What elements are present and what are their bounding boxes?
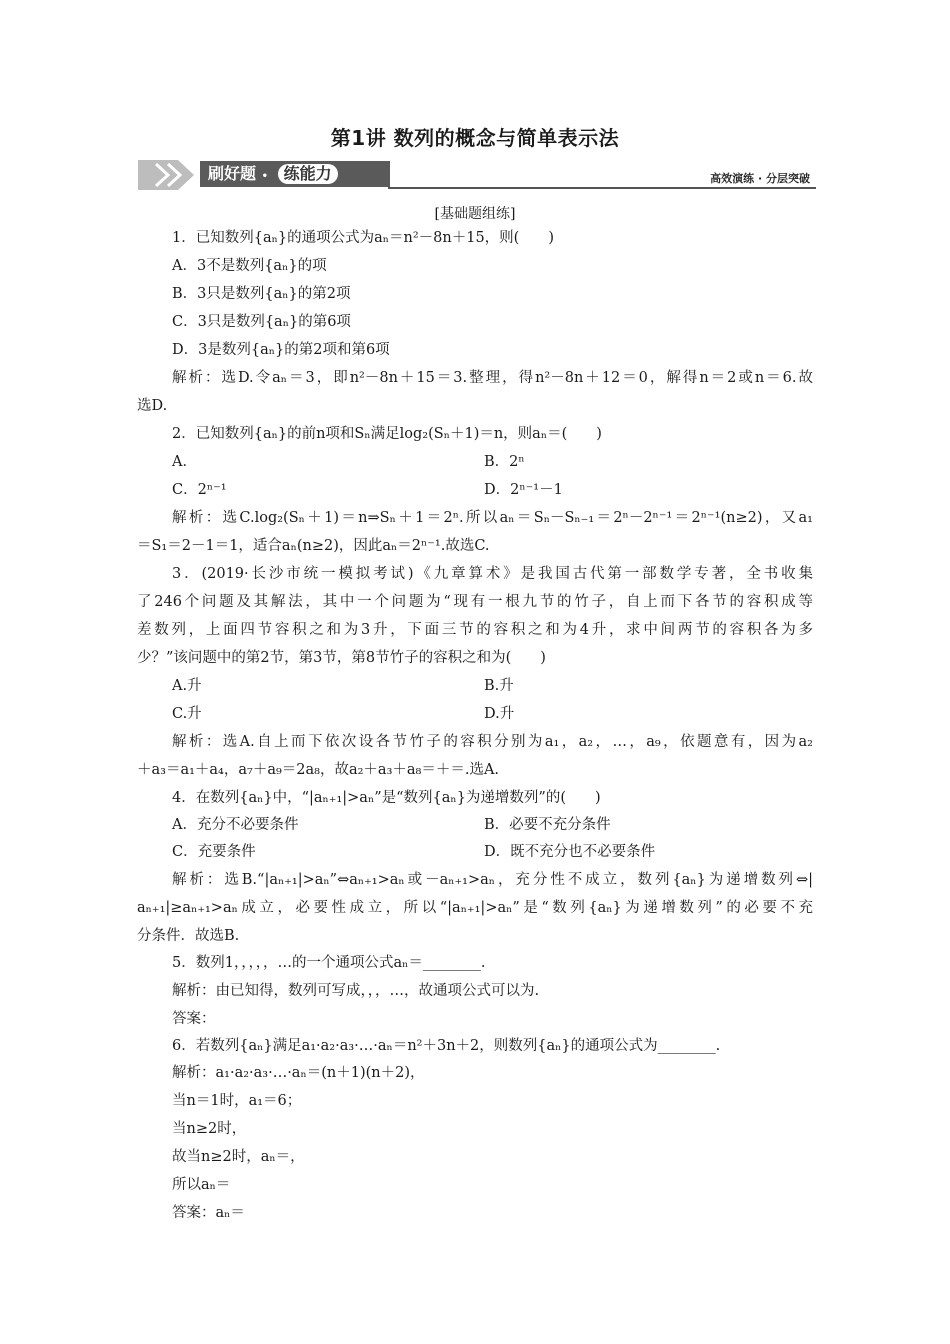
q1-option-b: B．3只是数列{aₙ}的第2项 bbox=[172, 286, 351, 302]
q3-stem-line1: 3．(2019·长沙市统一模拟考试)《九章算术》是我国古代第一部数学专著，全书收集 bbox=[172, 566, 813, 582]
q3-option-b: B.升 bbox=[484, 678, 514, 694]
q6-solution-line2: 当n＝1时，a₁＝6； bbox=[172, 1093, 302, 1109]
q2-option-b: B．2ⁿ bbox=[484, 454, 525, 470]
q6-solution-line3: 当n≥2时， bbox=[172, 1121, 247, 1137]
q6-solution-line5: 所以aₙ＝ bbox=[172, 1177, 231, 1193]
q3-stem-line2: 了246个问题及其解法，其中一个问题为“现有一根九节的竹子，自上而下各节的容积成等 bbox=[137, 594, 813, 610]
q1-solution-line2: 选D. bbox=[137, 398, 168, 414]
q4-option-b: B．必要不充分条件 bbox=[484, 817, 611, 833]
banner-rule bbox=[388, 187, 816, 189]
banner-label-b: 练能力 bbox=[278, 164, 338, 184]
q6-solution-line1: 解析：a₁·a₂·a₃·…·aₙ＝(n＋1)(n＋2)， bbox=[172, 1065, 425, 1081]
q1-solution-line1: 解析：选D.令aₙ＝3，即n²－8n＋15＝3.整理，得n²－8n＋12＝0，解得n＝2或n＝6.故 bbox=[172, 370, 813, 386]
banner-dot: • bbox=[261, 171, 268, 182]
q1-option-c: C．3只是数列{aₙ}的第6项 bbox=[172, 314, 351, 330]
q4-option-a: A．充分不必要条件 bbox=[172, 817, 299, 833]
banner-label bbox=[200, 161, 390, 187]
q2-option-a: A． bbox=[172, 454, 197, 470]
q1-option-a: A．3不是数列{aₙ}的项 bbox=[172, 258, 327, 274]
q4-stem: 4．在数列{aₙ}中，“|aₙ₊₁|>aₙ”是“数列{aₙ}为递增数列”的( ) bbox=[172, 790, 601, 806]
q4-solution-line1: 解析：选B.“|aₙ₊₁|>aₙ”⇔aₙ₊₁>aₙ或－aₙ₊₁>aₙ，充分性不成立，数列{aₙ}为递增数列⇔| bbox=[172, 872, 813, 888]
q4-option-c: C．充要条件 bbox=[172, 844, 256, 860]
q6-answer: 答案：aₙ＝ bbox=[172, 1205, 245, 1221]
q4-solution-line3: 分条件．故选B. bbox=[137, 928, 240, 944]
q4-solution-line2: aₙ₊₁|≥aₙ₊₁>aₙ成立，必要性成立，所以“|aₙ₊₁|>aₙ”是“数列{aₙ}为递增数列”的必要不充 bbox=[137, 900, 813, 916]
q6-solution-line4: 故当n≥2时，aₙ＝， bbox=[172, 1149, 305, 1165]
section-banner bbox=[138, 160, 816, 190]
q3-stem-line4: 少？”该问题中的第2节，第3节，第8节竹子的容积之和为( ) bbox=[137, 650, 546, 666]
banner-label-a: 刷好题 bbox=[208, 164, 257, 183]
q1-stem: 1．已知数列{aₙ}的通项公式为aₙ＝n²－8n＋15，则( ) bbox=[172, 230, 554, 246]
q3-solution-line2: ＋a₃＝a₁＋a₄，a₇＋a₉＝2a₈，故a₂＋a₃＋a₈＝＋＝.选A. bbox=[137, 762, 500, 778]
q3-option-c: C.升 bbox=[172, 706, 202, 722]
banner-right-text: 高效演练 · 分层突破 bbox=[710, 172, 810, 185]
q5-solution: 解析：由已知得，数列可写成，，，…，故通项公式可以为. bbox=[172, 983, 540, 999]
q3-option-d: D.升 bbox=[484, 706, 515, 722]
q3-stem-line3: 差数列，上面四节容积之和为3升，下面三节的容积之和为4升，求中间两节的容积各为多 bbox=[137, 622, 813, 638]
q2-option-d: D．2ⁿ⁻¹－1 bbox=[484, 482, 563, 498]
q2-stem: 2．已知数列{aₙ}的前n项和Sₙ满足log₂(Sₙ＋1)＝n，则aₙ＝( ) bbox=[172, 426, 602, 442]
section-heading: [基础题组练] bbox=[434, 206, 516, 222]
page-title: 第1讲 数列的概念与简单表示法 bbox=[330, 126, 620, 150]
chevron-arrows-icon bbox=[138, 160, 208, 190]
q4-option-d: D．既不充分也不必要条件 bbox=[484, 844, 656, 860]
q6-stem: 6．若数列{aₙ}满足a₁·a₂·a₃·…·aₙ＝n²＋3n＋2，则数列{aₙ}的通项公式为________. bbox=[172, 1038, 721, 1054]
q3-solution-line1: 解析：选A.自上而下依次设各节竹子的容积分别为a₁，a₂，…，a₉，依题意有，因为a₂ bbox=[172, 734, 813, 750]
q2-option-c: C．2ⁿ⁻¹ bbox=[172, 482, 227, 498]
q5-stem: 5．数列1，，，，，…的一个通项公式aₙ＝________. bbox=[172, 955, 486, 971]
q5-answer: 答案： bbox=[172, 1011, 216, 1027]
q1-option-d: D．3是数列{aₙ}的第2项和第6项 bbox=[172, 342, 390, 358]
q3-option-a: A.升 bbox=[172, 678, 202, 694]
q2-solution-line2: ＝S₁＝2－1＝1，适合aₙ(n≥2)，因此aₙ＝2ⁿ⁻¹.故选C. bbox=[137, 538, 490, 554]
q2-solution-line1: 解析：选C.log₂(Sₙ＋1)＝n⇒Sₙ＋1＝2ⁿ.所以aₙ＝Sₙ－Sₙ₋₁＝2ⁿ－2ⁿ⁻¹＝2ⁿ⁻¹(n≥2)，又a₁ bbox=[172, 510, 813, 526]
